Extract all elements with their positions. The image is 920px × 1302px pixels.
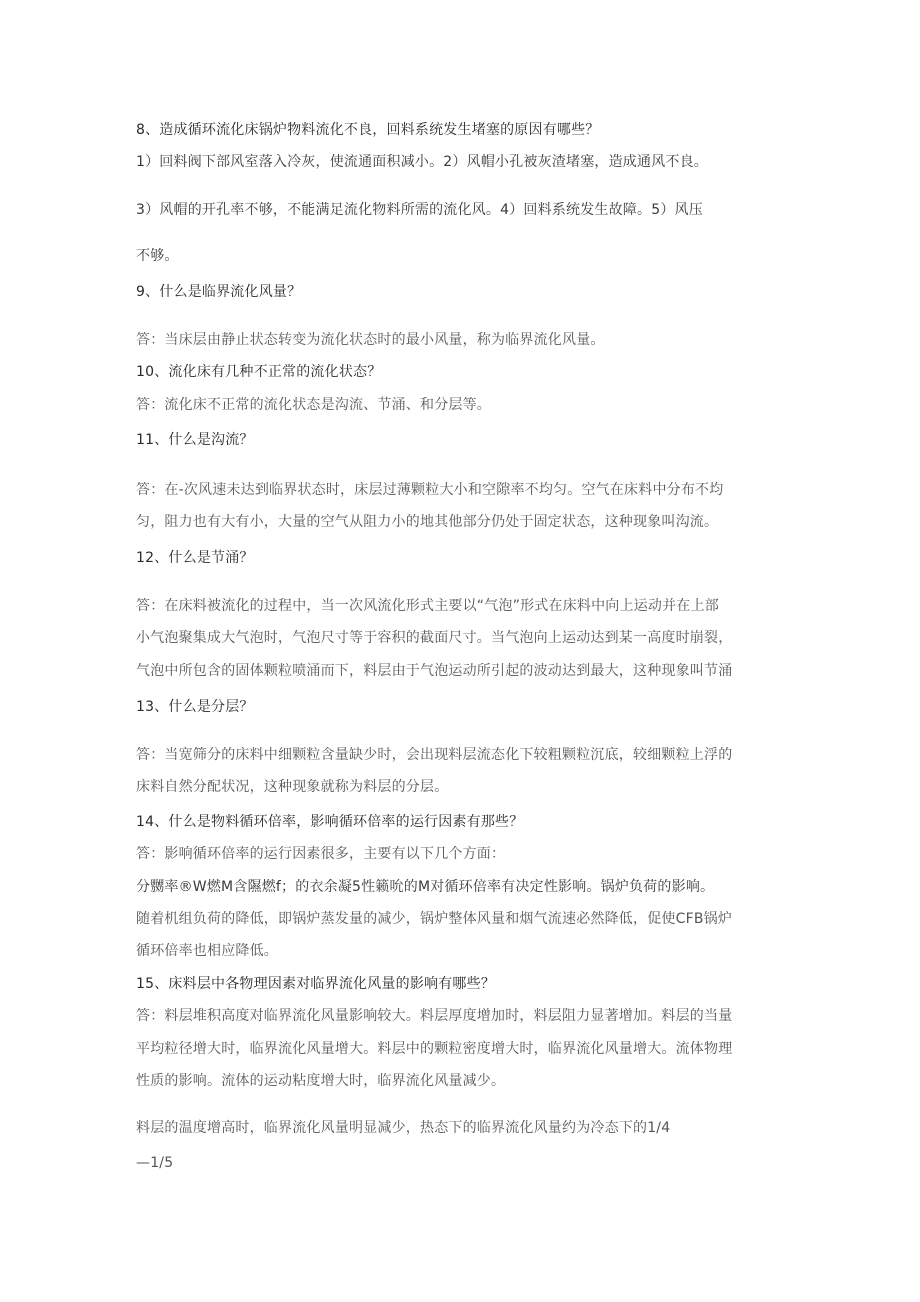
answer-10: 答：流化床不正常的流化状态是沟流、节涌、和分层等。 xyxy=(136,397,491,413)
answer-8-line-1: 1）回料阀下部风室落入冷灰，使流通面积减小。2）风帽小孔被灰渣堵塞，造成通风不良。 xyxy=(136,154,709,170)
answer-14-line-3: 随着机组负荷的降低，即锅炉蒸发量的减少，锅炉整体风量和烟气流速必然降低，促使CFB锅炉 xyxy=(136,911,733,927)
answer-15-line-2: 平均粒径增大时，临界流化风量增大。料层中的颗粒密度增大时，临界流化风量增大。流体物理 xyxy=(136,1041,733,1057)
answer-12-line-2: 小气泡聚集成大气泡时，气泡尺寸等于容积的截面尺寸。当气泡向上运动达到某一高度时崩裂， xyxy=(136,630,733,646)
answer-15-line-5: —1/5 xyxy=(136,1155,174,1171)
question-11: 11、什么是沟流？ xyxy=(136,432,254,448)
answer-13-line-1: 答：当宽筛分的床料中细颗粒含量缺少时，会出现料层流态化下较粗颗粒沉底，较细颗粒上浮的 xyxy=(136,747,733,763)
answer-14-line-1: 答：影响循环倍率的运行因素很多，主要有以下几个方面： xyxy=(136,846,506,862)
answer-15-line-3: 性质的影响。流体的运动粘度增大时，临界流化风量减少。 xyxy=(136,1073,506,1089)
answer-15-line-4: 料层的温度增高时，临界流化风量明显减少，热态下的临界流化风量约为冷态下的1/4 xyxy=(136,1120,671,1136)
answer-8-line-2: 3）风帽的开孔率不够，不能满足流化物料所需的流化风。4）回料系统发生故障。5）风压 xyxy=(136,202,703,218)
question-9: 9、什么是临界流化风量？ xyxy=(136,284,302,300)
answer-14-line-4: 循环倍率也相应降低。 xyxy=(136,943,278,959)
answer-11-line-1: 答：在-次风速未达到临界状态时，床层过薄颗粒大小和空隙率不均匀。空气在床料中分布不均 xyxy=(136,482,724,498)
answer-15-line-1: 答：料层堆积高度对临界流化风量影响较大。料层厚度增加时，料层阻力显著增加。料层的当量 xyxy=(136,1008,733,1024)
question-8: 8、造成循环流化床锅炉物料流化不良，回料系统发生堵塞的原因有哪些？ xyxy=(136,122,600,138)
answer-13-line-2: 床料自然分配状况，这种现象就称为料层的分层。 xyxy=(136,779,449,795)
answer-11-line-2: 匀，阻力也有大有小，大量的空气从阻力小的地其他部分仍处于固定状态，这种现象叫沟流。 xyxy=(136,514,719,530)
question-13: 13、什么是分层？ xyxy=(136,699,254,715)
answer-12-line-1: 答：在床料被流化的过程中，当一次风流化形式主要以“气泡”形式在床料中向上运动并在上部 xyxy=(136,598,719,614)
question-12: 12、什么是节涌？ xyxy=(136,550,254,566)
question-15: 15、床料层中各物理因素对临界流化风量的影响有哪些？ xyxy=(136,976,496,992)
question-10: 10、流化床有几种不正常的流化状态？ xyxy=(136,364,382,380)
answer-12-line-3: 气泡中所包含的固体颗粒喷涌而下，料层由于气泡运动所引起的波动达到最大，这种现象叫节涌 xyxy=(136,663,733,679)
answer-9: 答：当床层由静止状态转变为流化状态时的最小风量，称为临界流化风量。 xyxy=(136,332,605,348)
answer-14-line-2: 分嬲率®W燃M含隰燃f；的衣余凝5性籁吮的M对循环倍率有决定性影响。锅炉负荷的影响。 xyxy=(136,879,715,895)
answer-8-line-3: 不够。 xyxy=(136,248,179,264)
question-14: 14、什么是物料循环倍率，影响循环倍率的运行因素有那些？ xyxy=(136,814,524,830)
